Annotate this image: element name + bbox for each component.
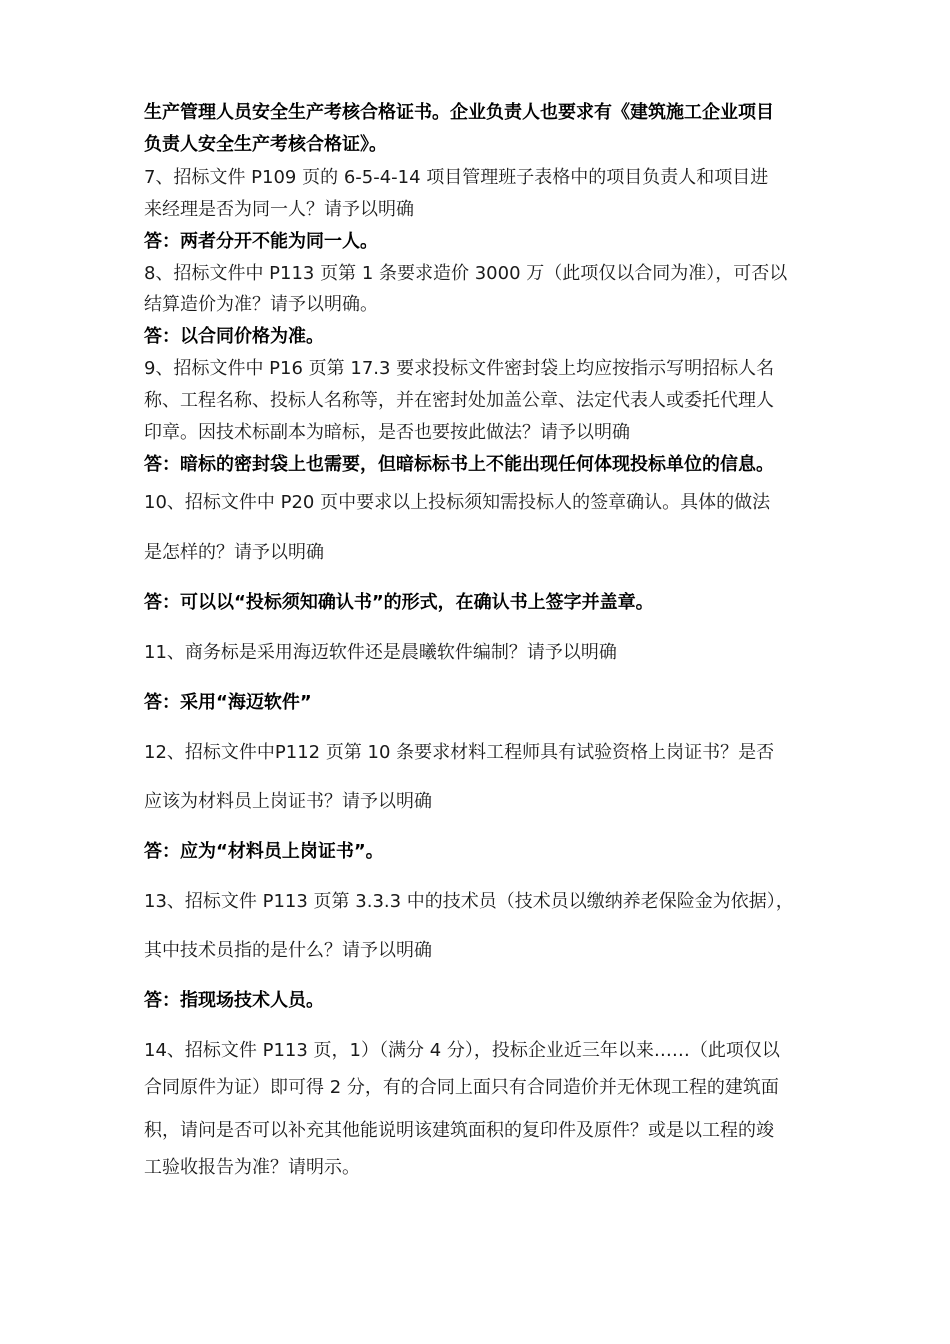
answer-8: 答：以合同价格为准。	[144, 326, 324, 347]
text-line: 称、工程名称、投标人名称等，并在密封处加盖公章、法定代表人或委托代理人	[144, 390, 774, 411]
answer-10: 答：可以以“投标须知确认书”的形式，在确认书上签字并盖章。	[144, 592, 654, 613]
question-10-line: 10、招标文件中 P20 页中要求以上投标须知需投标人的签章确认。具体的做法	[144, 492, 771, 513]
answer-11: 答：采用“海迈软件”	[144, 692, 312, 713]
question-8-line: 8、招标文件中 P113 页第 1 条要求造价 3000 万（此项仅以合同为准），可否以	[144, 263, 788, 284]
text-line: 结算造价为准？请予以明确。	[144, 294, 378, 315]
text-line: 合同原件为证）即可得 2 分，有的合同上面只有合同造价并无休现工程的建筑面	[144, 1077, 779, 1098]
question-9-line: 9、招标文件中 P16 页第 17.3 要求投标文件密封袋上均应按指示写明招标人名	[144, 358, 775, 379]
text-line: 是怎样的？请予以明确	[144, 542, 324, 563]
question-12-line: 12、招标文件中P112 页第 10 条要求材料工程师具有试验资格上岗证书？是否	[144, 742, 775, 763]
question-11-line: 11、商务标是采用海迈软件还是晨曦软件编制？请予以明确	[144, 642, 617, 663]
question-14-line: 14、招标文件 P113 页，1）（满分 4 分），投标企业近三年以来……（此项仅以	[144, 1040, 780, 1061]
question-7-line: 7、招标文件 P109 页的 6-5-4-14 项目管理班子表格中的项目负责人和项目进	[144, 167, 769, 188]
text-line: 负责人安全生产考核合格证》。	[144, 134, 387, 155]
text-line: 工验收报告为准？请明示。	[144, 1157, 360, 1178]
text-line: 其中技术员指的是什么？请予以明确	[144, 940, 432, 961]
answer-7: 答：两者分开不能为同一人。	[144, 231, 378, 252]
text-line: 印章。因技术标副本为暗标，是否也要按此做法？请予以明确	[144, 422, 630, 443]
answer-12: 答：应为“材料员上岗证书”。	[144, 841, 384, 862]
text-line: 应该为材料员上岗证书？请予以明确	[144, 791, 432, 812]
text-line: 积，请问是否可以补充其他能说明该建筑面积的复印件及原件？或是以工程的竣	[144, 1120, 774, 1141]
text-line: 来经理是否为同一人？请予以明确	[144, 199, 414, 220]
answer-9: 答：暗标的密封袋上也需要，但暗标标书上不能出现任何体现投标单位的信息。	[144, 454, 774, 475]
answer-13: 答：指现场技术人员。	[144, 990, 324, 1011]
question-13-line: 13、招标文件 P113 页第 3.3.3 中的技术员（技术员以缴纳养老保险金为依据），	[144, 891, 794, 912]
text-line: 生产管理人员安全生产考核合格证书。企业负责人也要求有《建筑施工企业项目	[144, 102, 774, 123]
